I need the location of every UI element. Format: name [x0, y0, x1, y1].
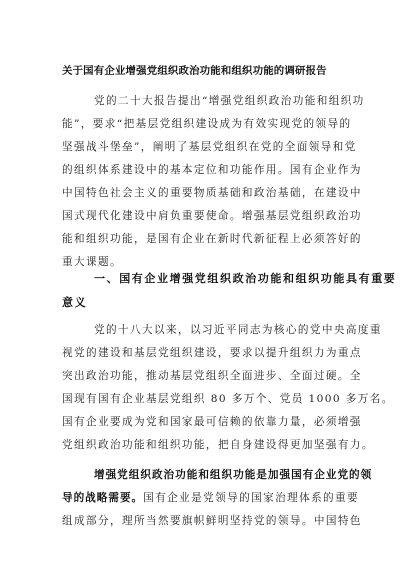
intro-line: 国式现代化建设中肩负重要使命。增强基层党组织政治功 [62, 210, 362, 222]
document-title: 关于国有企业增强党组织政治功能和组织功能的调研报告 [62, 65, 327, 77]
subpoint-rest: 国有企业是党领导的国家治理体系的重要 [143, 492, 360, 504]
subpoint-bold-line: 增强党组织政治功能和组织功能是加强国有企业党的领 [94, 469, 373, 481]
subpoint-line: 组成部分，理所当然要旗帜鲜明坚持党的领导。中国特色 [62, 515, 362, 527]
section-line: 党的十八大以来，以习近平同志为核心的党中央高度重 [94, 324, 382, 336]
section-heading: 一、国有企业增强党组织政治功能和组织功能具有重要 [94, 272, 397, 285]
intro-line: 能”，要求“把基层党组织建设成为有效实现党的领导的 [62, 118, 352, 130]
section-line: 突出政治功能，推动基层党组织全面进步、全面过硬。全 [62, 370, 362, 382]
intro-line: 中国特色社会主义的重要物质基础和政治基础，在建设中 [62, 187, 362, 199]
subpoint-line [62, 491, 359, 505]
intro-line: 重大课题。 [62, 256, 122, 268]
intro-line: 能和组织功能，是国有企业在新时代新征程上必须答好的 [62, 233, 362, 245]
intro-line: 坚强战斗堡垒”，阐明了基层党组织在党的全面领导和党 [62, 141, 357, 153]
subpoint-bold-lead: 导的战略需要。 [62, 492, 144, 504]
section-heading: 意义 [62, 296, 88, 309]
intro-line: 党的二十大报告提出“增强党组织政治功能和组织功 [94, 95, 365, 107]
section-line: 国现有国有企业基层党组织 80 多万个、党员 1000 多万名。 [62, 393, 394, 405]
section-line: 视党的建设和基层党组织建设，要求以提升组织力为重点 [62, 347, 362, 359]
section-line: 党组织政治功能和组织功能，把自身建设得更加坚强有力。 [62, 439, 374, 451]
intro-line: 的组织体系建设中的基本定位和功能作用。国有企业作为 [62, 164, 362, 176]
section-line: 国有企业要成为党和国家最可信赖的依靠力量，必须增强 [62, 416, 362, 428]
